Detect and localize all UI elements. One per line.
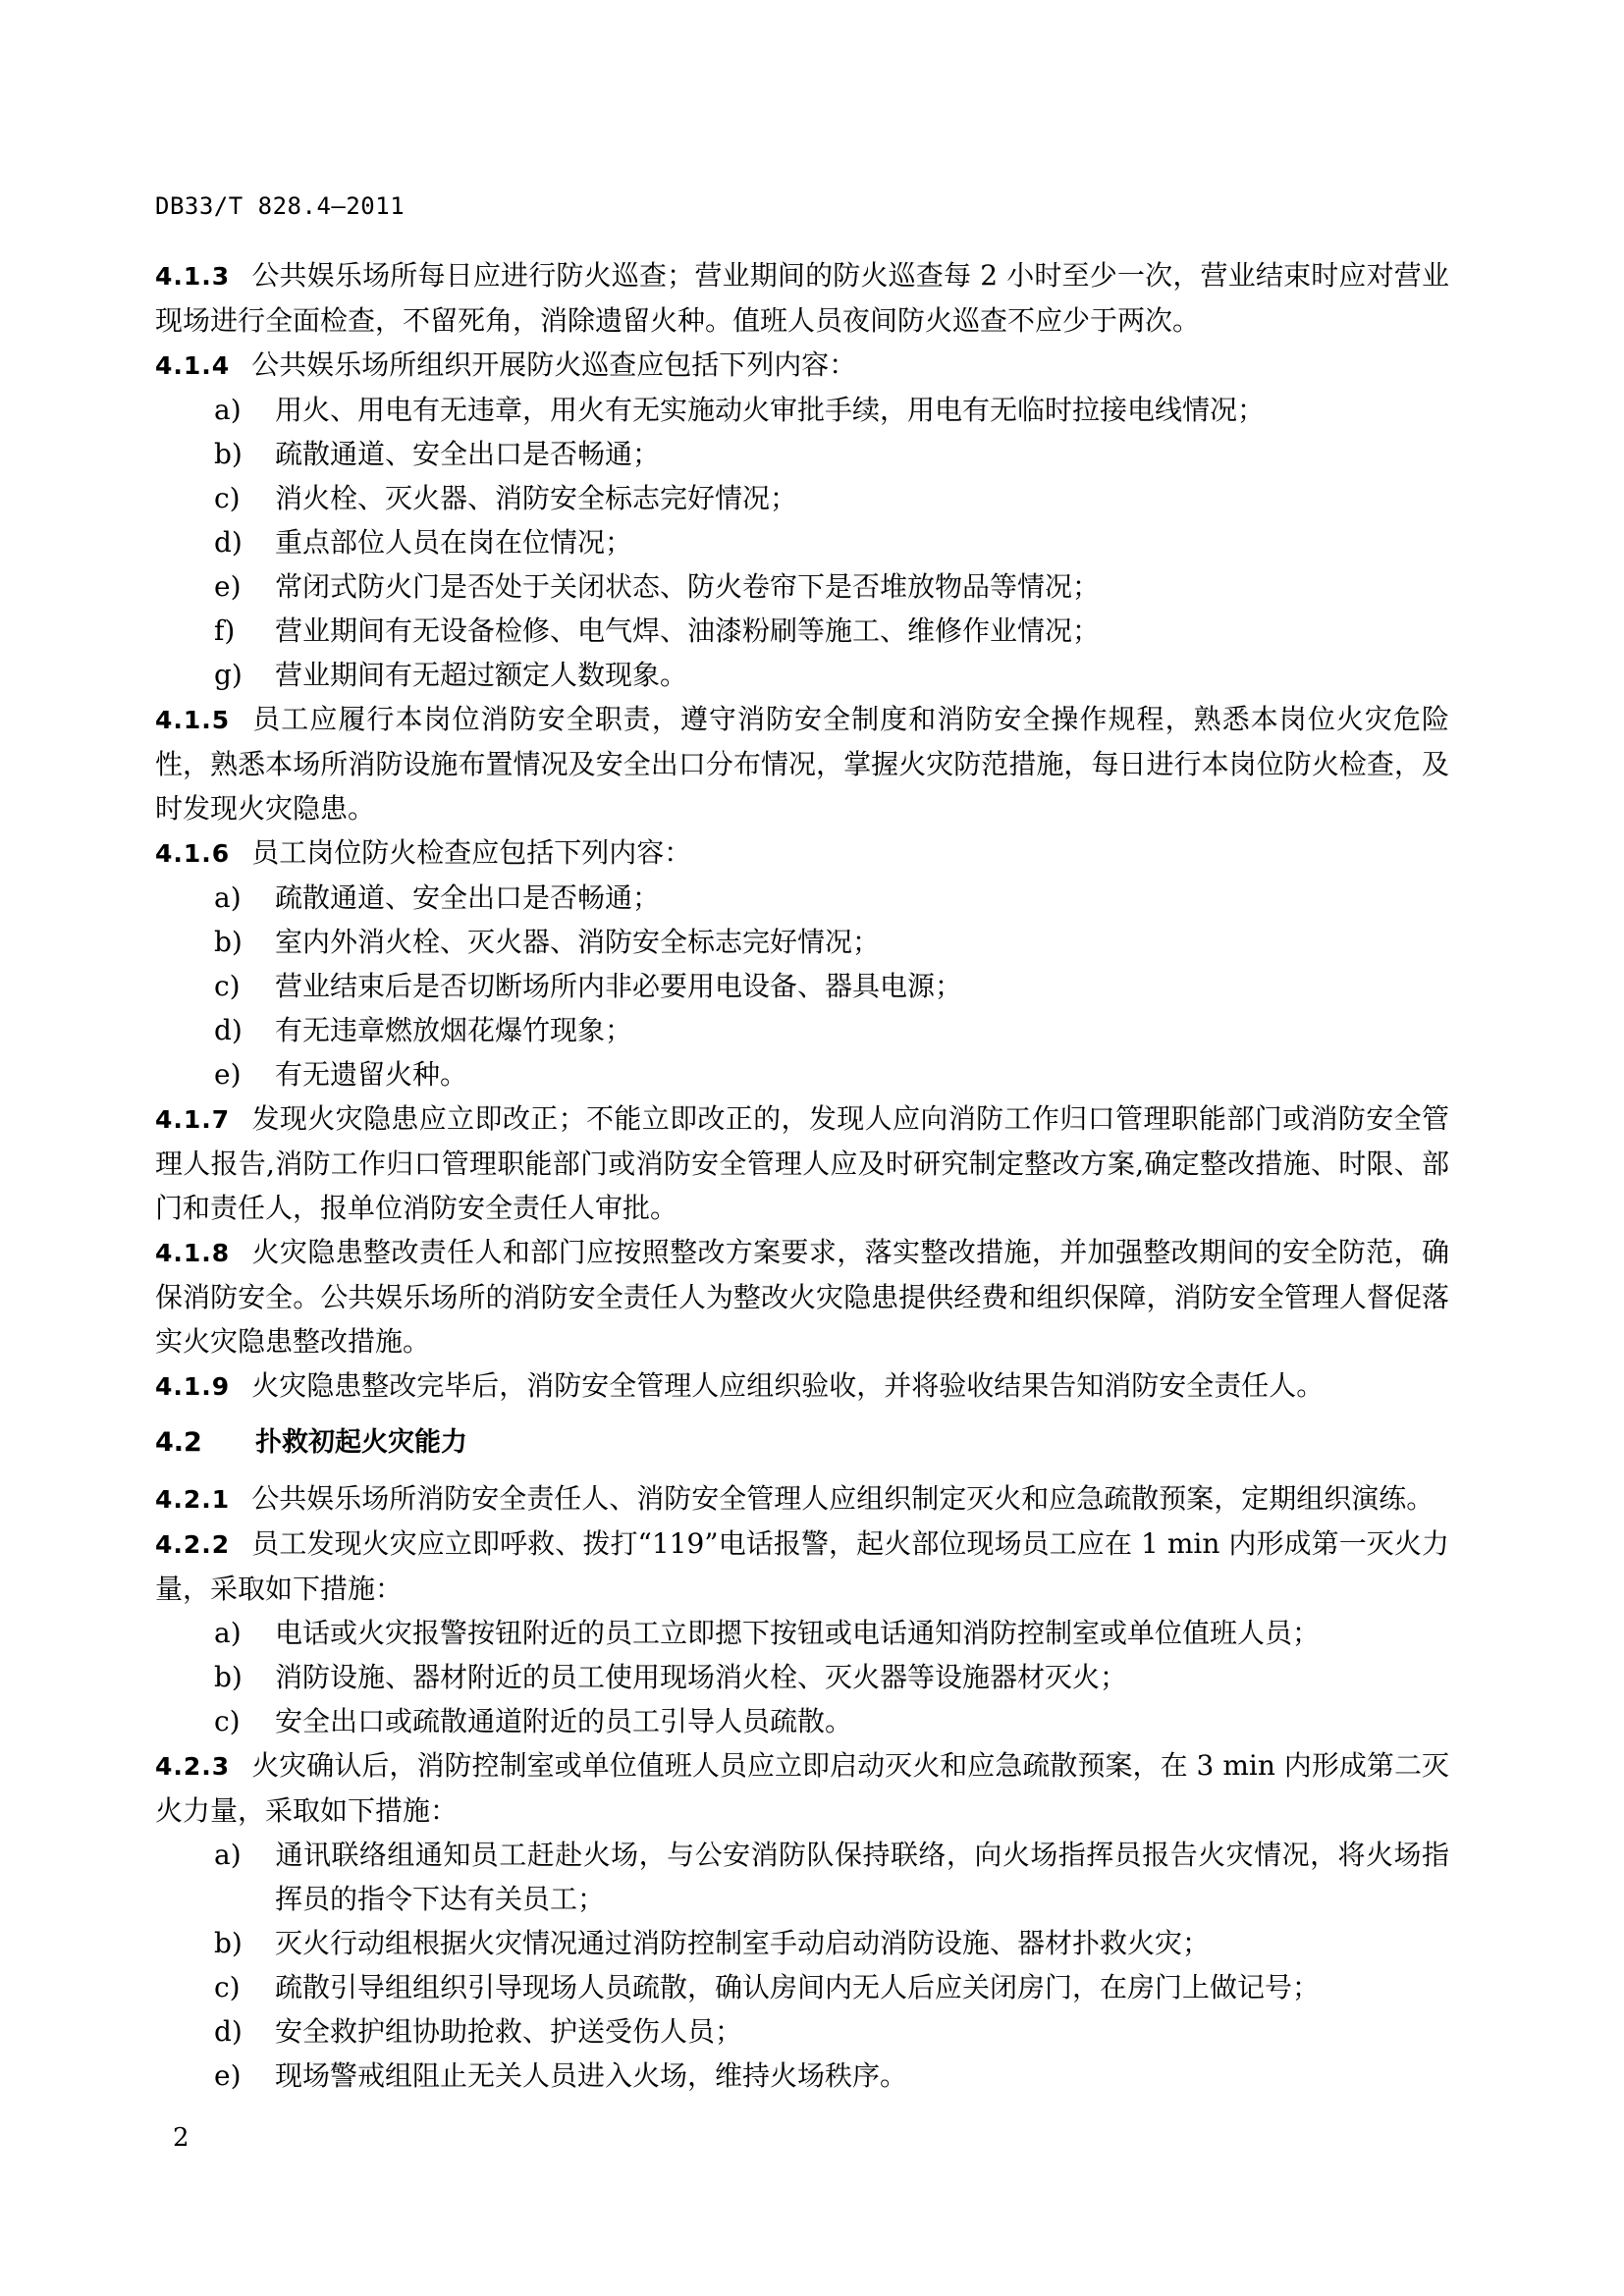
clause-4-2-1 [155, 1476, 1449, 1522]
list-item-text: 消防设施、器材附近的员工使用现场消火栓、灭火器等设施器材灭火； [275, 1661, 1128, 1693]
list-item-label: e) [214, 2059, 242, 2092]
section-number: 4.2 [155, 1427, 202, 1458]
clause-4-2-3 [155, 1743, 1449, 1833]
clause-4-1-9 [155, 1363, 1449, 1409]
list-item-text: 灭火行动组根据火灾情况通过消防控制室手动启动消防设施、器材扑救火灾； [275, 1927, 1211, 1959]
list-item [155, 1833, 1449, 1921]
list-item [155, 432, 1449, 476]
list-item-label: b) [214, 438, 243, 470]
clause-number: 4.1.4 [155, 351, 231, 380]
list-item-label: c) [214, 1971, 241, 2003]
list-item [155, 520, 1449, 564]
list-item-label: f) [214, 614, 236, 647]
list-item [155, 609, 1449, 653]
list-item-label: c) [214, 482, 241, 514]
list-item [155, 1052, 1449, 1096]
list-item-text: 安全出口或疏散通道附近的员工引导人员疏散。 [275, 1705, 853, 1737]
list-item-label: e) [214, 570, 242, 603]
document-code-header: DB33/T 828.4—2011 [155, 192, 406, 220]
document-body [155, 253, 1449, 2098]
list-item-text: 疏散通道、安全出口是否畅通； [275, 881, 661, 914]
list-item-label: a) [214, 881, 242, 914]
list-item-text: 电话或火灾报警按钮附近的员工立即摁下按钮或电话通知消防控制室或单位值班人员； [275, 1617, 1321, 1649]
list-item-text: 用火、用电有无违章，用火有无实施动火审批手续，用电有无临时拉接电线情况； [275, 394, 1266, 426]
list-item-text: 重点部位人员在岗在位情况； [275, 526, 633, 559]
page-number: 2 [173, 2123, 189, 2153]
clause-4-1-6 [155, 830, 1449, 876]
list-item-label: d) [214, 526, 243, 559]
list-item-text: 通讯联络组通知员工赶赴火场，与公安消防队保持联络，向火场指挥员报告火灾情况，将火场指挥员的指令下达有关员工； [275, 1839, 1449, 1915]
clause-number: 4.1.6 [155, 839, 231, 868]
clause-text: 公共娱乐场所组织开展防火巡查应包括下列内容： [251, 348, 857, 381]
clause-text: 员工应履行本岗位消防安全职责，遵守消防安全制度和消防安全操作规程，熟悉本岗位火灾危险性，熟悉本场所消防设施布置情况及安全出口分布情况，掌握火灾防范措施，每日进行本岗位防火检查，及时发现火灾隐患。 [155, 703, 1449, 825]
list-item-label: g) [214, 659, 243, 691]
list-item-text: 疏散通道、安全出口是否畅通； [275, 438, 661, 470]
clause-4-1-3 [155, 253, 1449, 343]
list-item-text: 有无遗留火种。 [275, 1058, 468, 1091]
list-item-text: 安全救护组协助抢救、护送受伤人员； [275, 2015, 743, 2048]
list-item [155, 920, 1449, 964]
list-item-text: 室内外消火栓、灭火器、消防安全标志完好情况； [275, 926, 881, 958]
list-item [155, 2009, 1449, 2054]
list-item-text: 常闭式防火门是否处于关闭状态、防火卷帘下是否堆放物品等情况； [275, 570, 1101, 603]
list-item-label: e) [214, 1058, 242, 1091]
list-item-label: a) [214, 1617, 242, 1649]
list-item-text: 营业结束后是否切断场所内非必要用电设备、器具电源； [275, 970, 963, 1002]
clause-text: 员工发现火灾应立即呼救、拨打“119”电话报警，起火部位现场员工应在 1 min 内形成第一灭火力量，采取如下措施： [155, 1527, 1449, 1605]
list-item [155, 1611, 1449, 1655]
list-item [155, 388, 1449, 432]
clause-text: 火灾隐患整改责任人和部门应按照整改方案要求，落实整改措施，并加强整改期间的安全防范，确保消防安全。公共娱乐场所的消防安全责任人为整改火灾隐患提供经费和组织保障，消防安全管理人督促落实火灾隐患整改措施。 [155, 1236, 1449, 1358]
clause-4-1-8 [155, 1230, 1449, 1363]
list-item [155, 1965, 1449, 2009]
list-item-label: c) [214, 970, 241, 1002]
clause-4-1-4 [155, 343, 1449, 388]
clause-4-2-2 [155, 1522, 1449, 1611]
clause-text: 火灾确认后，消防控制室或单位值班人员应立即启动灭火和应急疏散预案，在 3 min 内形成第二灭火力量，采取如下措施： [155, 1749, 1449, 1827]
list-item-text: 有无违章燃放烟花爆竹现象； [275, 1014, 633, 1046]
list-item-text: 疏散引导组组织引导现场人员疏散，确认房间内无人后应关闭房门，在房门上做记号； [275, 1971, 1321, 2003]
clause-number: 4.2.3 [155, 1752, 231, 1781]
clause-text: 发现火灾隐患应立即改正；不能立即改正的，发现人应向消防工作归口管理职能部门或消防安全管理人报告,消防工作归口管理职能部门或消防安全管理人应及时研究制定整改方案,确定整改措施、时限、部门和责任人，报单位消防安全责任人审批。 [155, 1102, 1449, 1224]
section-title: 扑救初起火灾能力 [255, 1427, 467, 1458]
list-item [155, 1655, 1449, 1699]
clause-4-1-7 [155, 1096, 1449, 1230]
clause-text: 公共娱乐场所每日应进行防火巡查；营业期间的防火巡查每 2 小时至少一次，营业结束时应对营业现场进行全面检查，不留死角，消除遗留火种。值班人员夜间防火巡查不应少于两次。 [155, 259, 1449, 337]
list-item-label: a) [214, 1839, 242, 1871]
clause-text: 公共娱乐场所消防安全责任人、消防安全管理人应组织制定灭火和应急疏散预案，定期组织演练。 [251, 1482, 1435, 1515]
list-item [155, 1699, 1449, 1743]
clause-number: 4.1.5 [155, 706, 231, 734]
list-item [155, 964, 1449, 1008]
clause-number: 4.1.8 [155, 1239, 231, 1267]
list-item-label: d) [214, 1014, 243, 1046]
list-item-text: 营业期间有无设备检修、电气焊、油漆粉刷等施工、维修作业情况； [275, 614, 1101, 647]
list-item [155, 653, 1449, 697]
list-item [155, 876, 1449, 920]
list-item-label: c) [214, 1705, 241, 1737]
list-item-text: 现场警戒组阻止无关人员进入火场，维持火场秩序。 [275, 2059, 908, 2092]
list-item [155, 1921, 1449, 1965]
clause-text: 员工岗位防火检查应包括下列内容： [251, 836, 692, 869]
clause-4-1-5 [155, 697, 1449, 830]
list-item [155, 1008, 1449, 1052]
clause-number: 4.1.7 [155, 1105, 231, 1134]
list-item-text: 营业期间有无超过额定人数现象。 [275, 659, 688, 691]
clause-text: 火灾隐患整改完毕后，消防安全管理人应组织验收，并将验收结果告知消防安全责任人。 [251, 1369, 1325, 1402]
clause-number: 4.1.9 [155, 1372, 231, 1401]
list-item-text: 消火栓、灭火器、消防安全标志完好情况； [275, 482, 798, 514]
list-item-label: a) [214, 394, 242, 426]
clause-number: 4.2.1 [155, 1485, 231, 1514]
list-item [155, 476, 1449, 520]
clause-number: 4.2.2 [155, 1530, 231, 1559]
list-item [155, 2054, 1449, 2098]
list-item-label: b) [214, 926, 243, 958]
list-item-label: b) [214, 1661, 243, 1693]
list-item-label: b) [214, 1927, 243, 1959]
list-item-label: d) [214, 2015, 243, 2048]
list-item [155, 564, 1449, 609]
clause-number: 4.1.3 [155, 262, 231, 291]
section-heading [155, 1420, 1449, 1465]
